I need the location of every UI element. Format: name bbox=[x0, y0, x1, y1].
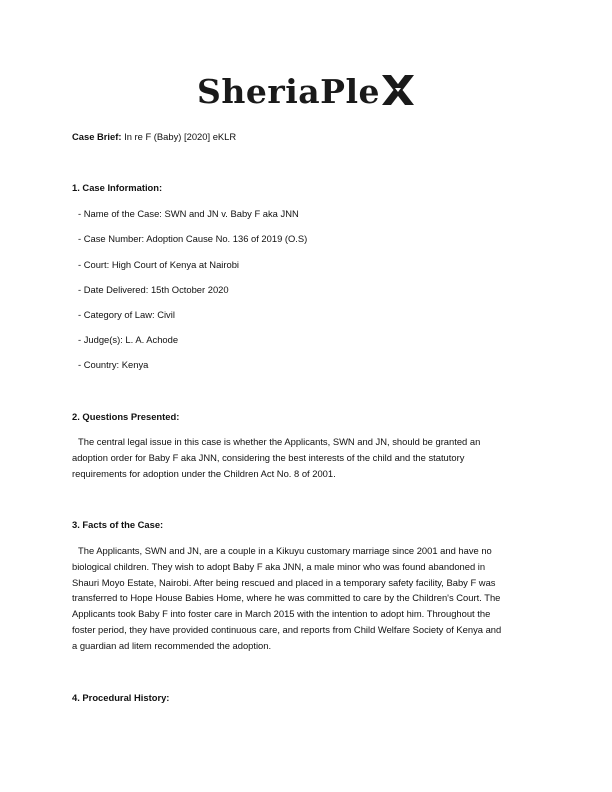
section-heading-facts: 3. Facts of the Case: bbox=[72, 519, 164, 530]
paragraph-line: Applicants took Baby F into foster care in March 2015 with the intention to adopt him. Throughout the bbox=[72, 608, 491, 620]
sheriaplex-logo bbox=[0, 72, 612, 122]
paragraph-line: requirements for adoption under the Children Act No. 8 of 2001. bbox=[72, 467, 336, 479]
paragraph-line: transferred to Hope House Babies Home, where he was committed to care by the Children's Court. The bbox=[72, 592, 501, 604]
paragraph-line: a guardian ad litem recommended the adoption. bbox=[72, 639, 272, 651]
case-brief-value: In re F (Baby) [2020] eKLR bbox=[124, 131, 237, 142]
case-info-item: - Category of Law: Civil bbox=[78, 309, 175, 320]
paragraph-line: The Applicants, SWN and JN, are a couple in a Kikuyu customary marriage since 2001 and have no bbox=[78, 545, 492, 556]
case-brief-line bbox=[72, 129, 236, 145]
case-info-item: - Name of the Case: SWN and JN v. Baby F aka JNN bbox=[78, 208, 299, 219]
x-mark-logo-icon bbox=[381, 73, 415, 107]
paragraph-line: Shauri Moyo Estate, Nairobi. After being rescued and placed in a temporary safety facility, Baby F was bbox=[72, 576, 496, 588]
section-heading-questions-presented: 2. Questions Presented: bbox=[72, 411, 180, 422]
paragraph-line: foster period, they have provided continuous care, and reports from Child Welfare Society of Kenya and bbox=[72, 623, 502, 635]
facts-paragraph bbox=[72, 543, 542, 654]
case-info-item: - Case Number: Adoption Cause No. 136 of 2019 (O.S) bbox=[78, 233, 308, 244]
case-info-item: - Court: High Court of Kenya at Nairobi bbox=[78, 259, 240, 270]
case-info-item: - Country: Kenya bbox=[78, 359, 149, 370]
paragraph-line: The central legal issue in this case is whether the Applicants, SWN and JN, should be granted an bbox=[78, 436, 481, 447]
case-brief-label: Case Brief: bbox=[72, 131, 122, 142]
case-info-item: - Date Delivered: 15th October 2020 bbox=[78, 284, 229, 295]
section-heading-case-information: 1. Case Information: bbox=[72, 182, 163, 193]
case-info-item: - Judge(s): L. A. Achode bbox=[78, 334, 179, 345]
logo-wordmark: SheriaPle bbox=[197, 72, 380, 111]
questions-presented-paragraph bbox=[72, 434, 542, 481]
paragraph-line: adoption order for Baby F aka JNN, considering the best interests of the child and the statutory bbox=[72, 451, 465, 463]
paragraph-line: biological children. They wish to adopt Baby F aka JNN, a male minor who was found abandoned in bbox=[72, 560, 486, 572]
section-heading-procedural-history: 4. Procedural History: bbox=[72, 692, 170, 703]
